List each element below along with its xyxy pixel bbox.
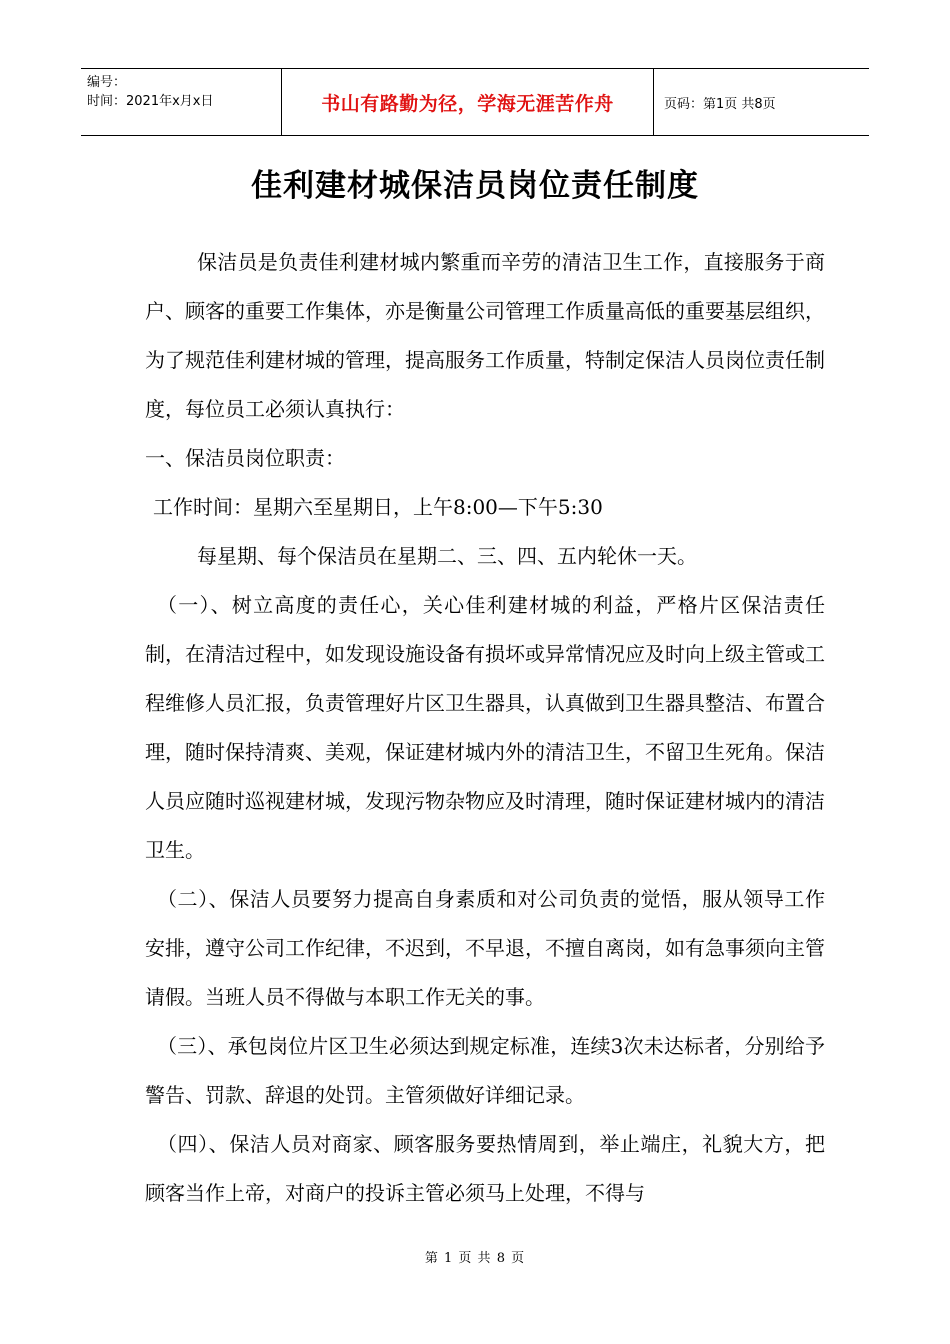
document-body (145, 238, 825, 1218)
header-motto: 书山有路勤为径，学海无涯苦作舟 (281, 69, 654, 135)
header-meta (81, 69, 281, 135)
rest-day-paragraph: 每星期、每个保洁员在星期二、三、四、五内轮休一天。 (197, 544, 697, 568)
clause-3-paragraph: （三）、承包岗位片区卫生必须达到规定标准，连续3次未达标者，分别给予警告、罚款、辞退的处罚。主管须做好详细记录。 (145, 1034, 825, 1107)
clause-4-paragraph: （四）、保洁人员对商家、顾客服务要热情周到，举止端庄，礼貌大方，把顾客当作上帝，对商户的投诉主管必须马上处理，不得与 (145, 1132, 825, 1205)
document-number-label: 编号： (87, 75, 127, 90)
document-date: 时间：2021年x月x日 (87, 94, 214, 109)
clause-2-paragraph: （二）、保洁人员要努力提高自身素质和对公司负责的觉悟，服从领导工作安排，遵守公司工作纪律，不迟到，不早退，不擅自离岗，如有急事须向主管请假。当班人员不得做与本职工作无关的事。 (145, 887, 825, 1009)
section-heading: 一、保洁员岗位职责： (145, 446, 345, 470)
work-hours-paragraph: 工作时间：星期六至星期日，上午8:00—下午5:30 (153, 495, 603, 519)
clause-1-paragraph: （一）、树立高度的责任心，关心佳利建材城的利益，严格片区保洁责任制，在清洁过程中，如发现设施设备有损坏或异常情况应及时向上级主管或工程维修人员汇报，负责管理好片区卫生器具，认真做到卫生器具整洁、布置合理，随时保持清爽、美观，保证建材城内外的清洁卫生，不留卫生死角。保洁人员应随时巡视建材城，发现污物杂物应及时清理，随时保证建材城内的清洁卫生。 (145, 593, 825, 862)
document-title: 佳利建材城保洁员岗位责任制度 (251, 168, 699, 204)
document-header (81, 68, 869, 136)
intro-paragraph: 保洁员是负责佳利建材城内繁重而辛劳的清洁卫生工作，直接服务于商户、顾客的重要工作集体，亦是衡量公司管理工作质量高低的重要基层组织，为了规范佳利建材城的管理，提高服务工作质量，特制定保洁人员岗位责任制度，每位员工必须认真执行： (145, 250, 825, 421)
header-page-info: 页码：第1页 共8页 (664, 96, 776, 112)
page-footer: 第 1 页 共 8 页 (424, 1251, 526, 1266)
